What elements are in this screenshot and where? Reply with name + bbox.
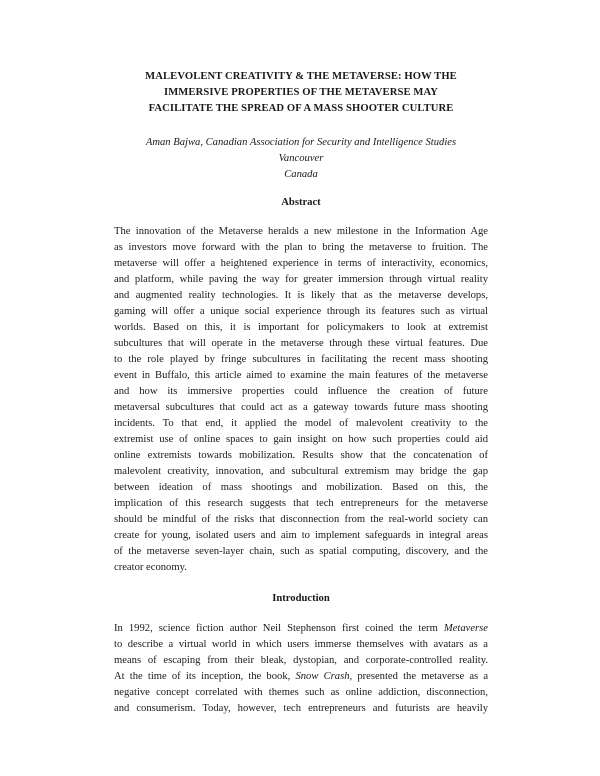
abstract-line: and augmented reality technologies. It is likely that as the metaverse develops, — [114, 290, 488, 301]
author-block — [114, 135, 488, 183]
abstract-line: worlds. Based on this, it is important for policymakers to look at extremist — [114, 322, 488, 333]
intro-term-metaverse: Metaverse — [443, 623, 488, 634]
abstract-line: create for young, isolated users and aim to implement safeguards in integral areas — [114, 530, 488, 541]
intro-line: and consumerism. Today, however, tech entrepreneurs and futurists are heavily — [114, 703, 488, 714]
abstract-line: between ideation of mass shootings and mobilization. Based on this, the — [114, 482, 488, 493]
abstract-line: subcultures that will operate in the metaverse through these virtual features. Due — [114, 338, 488, 349]
intro-text-run: In 1992, science fiction author Neil Stephenson first coined the term — [114, 623, 444, 634]
intro-text-run: , presented the metaverse as a — [349, 671, 489, 682]
intro-line — [114, 669, 488, 685]
abstract-line: event in Buffalo, this article aimed to examine the main features of the metaverse — [114, 370, 488, 381]
paper-title — [114, 69, 488, 117]
abstract-line: malevolent creativity, innovation, and subcultural extremism may bridge the gap — [114, 466, 488, 477]
abstract-line: implication of this research suggests that tech entrepreneurs for the metaverse — [114, 498, 488, 509]
abstract-line: should be mindful of the risks that disconnection from the real-world society can — [114, 514, 488, 525]
title-line: MALEVOLENT CREATIVITY & THE METAVERSE: HOW THE — [145, 71, 457, 82]
abstract-line: gaming will offer a unique social experience through its features such as virtual — [114, 306, 488, 317]
abstract-line: online extremists towards mobilization. Results show that the concatenation of — [114, 450, 488, 461]
intro-line: negative concept correlated with themes such as online addiction, disconnection, — [114, 687, 488, 698]
abstract-line: and how its immersive properties could influence the creation of future — [114, 386, 488, 397]
abstract-line: of the metaverse seven-layer chain, such as spatial computing, discovery, and the — [114, 546, 488, 557]
author-city: Vancouver — [278, 153, 324, 164]
intro-line: to describe a virtual world in which users immerse themselves with avatars as a — [114, 639, 488, 650]
abstract-heading: Abstract — [281, 197, 321, 208]
abstract-line: The innovation of the Metaverse heralds a new milestone in the Information Age — [114, 226, 488, 237]
abstract-line: extremist use of online spaces to gain insight on how such properties could aid — [114, 434, 488, 445]
title-line: FACILITATE THE SPREAD OF A MASS SHOOTER CULTURE — [148, 103, 454, 114]
abstract-line: incidents. To that end, it applied the model of malevolent creativity to the — [114, 418, 488, 429]
abstract-line: metaversal subcultures that could act as a gateway towards future mass shooting — [114, 402, 488, 413]
abstract-line: creator economy. — [114, 562, 187, 573]
intro-line: means of escaping from their bleak, dystopian, and corporate-controlled reality. — [114, 655, 488, 666]
intro-text-run: At the time of its inception, the book, — [114, 671, 296, 682]
intro-book-title: Snow Crash — [295, 671, 350, 682]
title-line: IMMERSIVE PROPERTIES OF THE METAVERSE MAY — [163, 87, 438, 98]
intro-line — [114, 621, 488, 637]
abstract-line: metaverse will offer a heightened experience in terms of interactivity, economics, — [114, 258, 488, 269]
abstract-line: and platform, while paving the way for greater immersion through virtual reality — [114, 274, 488, 285]
author-affiliation: Aman Bajwa, Canadian Association for Security and Intelligence Studies — [145, 137, 457, 148]
abstract-line: to the role played by fringe subcultures in facilitating the recent mass shooting — [114, 354, 488, 365]
introduction-heading: Introduction — [272, 593, 330, 604]
author-country: Canada — [284, 169, 318, 180]
abstract-body — [114, 224, 488, 576]
introduction-body — [114, 621, 488, 717]
abstract-line: as investors move forward with the plan to bring the metaverse to fruition. The — [114, 242, 488, 253]
